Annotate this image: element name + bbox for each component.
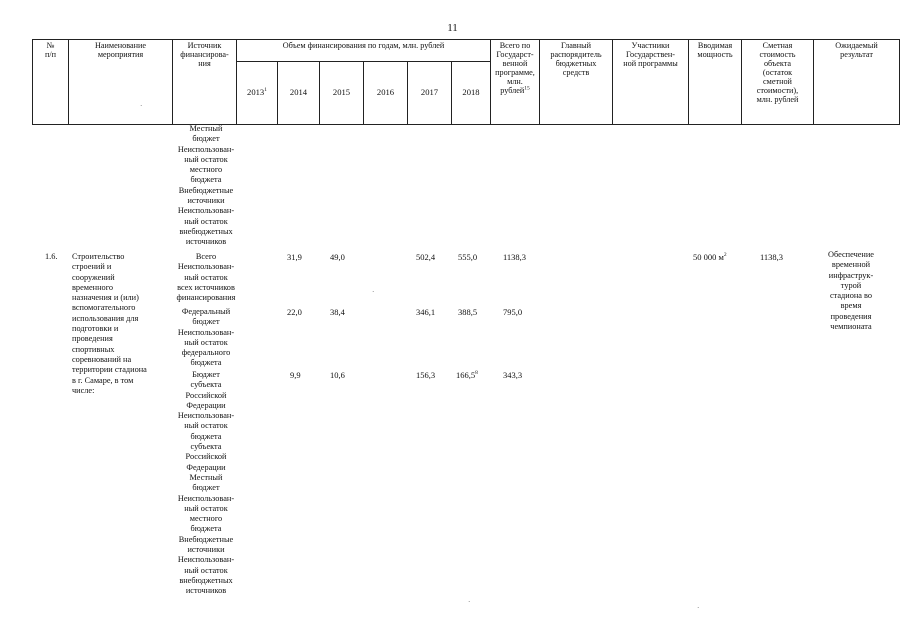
year-2013-note: 1 xyxy=(264,87,267,94)
top-sources: Местный бюджет Неиспользован- ный остаток местного бюджета Внебюджетные источники Неиспользован- ный остаток внебюджетных источников xyxy=(177,124,235,247)
total-2014: 31,9 xyxy=(287,252,302,262)
scan-speck: · xyxy=(140,102,143,110)
total-2017: 502,4 xyxy=(416,252,436,262)
header-year-2017: 2017 xyxy=(408,61,452,124)
federal-2015: 38,4 xyxy=(330,307,345,317)
regional-2017: 156,3 xyxy=(416,370,436,380)
year-2013-label: 2013 xyxy=(247,87,265,98)
header-volume: Объем финансирования по годам, млн. рублей xyxy=(237,40,491,62)
header-estimate: Сметная стоимость объекта (остаток сметной стоимости), млн. рублей xyxy=(742,40,814,125)
total-all: 1138,3 xyxy=(503,252,527,262)
federal-all: 795,0 xyxy=(503,307,523,317)
federal-2018: 388,5 xyxy=(458,307,478,317)
scan-speck: · xyxy=(697,604,700,612)
header-year-2013 xyxy=(237,61,278,124)
sources-total: Всего Неиспользован- ный остаток всех источников финансирования xyxy=(176,252,236,303)
header-year-2016: 2016 xyxy=(364,61,408,124)
item-num: 1.6. xyxy=(45,252,58,261)
item-name: Строительство строений и сооружений временного назначения и (или) вспомогательного использования для подготовки и проведения спортивных соревнований на территории стадиона в г. Самаре, в том числе: xyxy=(72,252,147,395)
header-total-text: Всего по Государст- венной программе, млн. рублей xyxy=(495,41,535,95)
header-num: № п/п xyxy=(33,40,69,125)
header-year-2018: 2018 xyxy=(452,61,491,124)
federal-2017: 346,1 xyxy=(416,307,436,317)
total-2015: 49,0 xyxy=(330,252,345,262)
item-capacity xyxy=(693,252,727,262)
scan-speck: · xyxy=(372,288,375,296)
regional-all: 343,3 xyxy=(503,370,523,380)
total-2018: 555,0 xyxy=(458,252,478,262)
scan-speck: · xyxy=(468,598,471,606)
header-total xyxy=(491,40,540,125)
page-number: 11 xyxy=(447,22,458,34)
item-estimate: 1138,3 xyxy=(760,252,784,262)
regional-2014: 9,9 xyxy=(290,370,301,380)
header-total-note: 15 xyxy=(524,85,530,92)
sources-federal: Федеральный бюджет Неиспользован- ный остаток федерального бюджета xyxy=(177,307,235,368)
regional-2018-note: 8 xyxy=(475,370,478,377)
header-result: Ожидаемый результат xyxy=(814,40,900,125)
regional-2015: 10,6 xyxy=(330,370,345,380)
header-manager: Главный распорядитель бюджетных средств xyxy=(540,40,613,125)
regional-2018-value: 166,5 xyxy=(456,370,476,380)
capacity-value: 50 000 м xyxy=(693,252,724,262)
header-year-2015: 2015 xyxy=(320,61,364,124)
header-participants: Участники Государствен- ной программы xyxy=(613,40,689,125)
table-header xyxy=(32,39,900,125)
header-capacity: Вводимая мощность xyxy=(689,40,742,125)
item-result: Обеспечение временной инфраструк- турой стадиона во время проведения чемпионата xyxy=(827,250,874,332)
regional-2018 xyxy=(456,370,478,380)
sources-regional: Бюджет субъекта Российской Федерации Неиспользован- ный остаток бюджета субъекта Российской Федерации Местный бюджет Неиспользован- ный остаток местного бюджета Внебюджетные источники Неиспользован- ный остаток внебюджетных источников xyxy=(177,370,235,596)
federal-2014: 22,0 xyxy=(287,307,302,317)
header-year-2014: 2014 xyxy=(278,61,320,124)
header-source: Источник финансирова- ния xyxy=(173,40,237,125)
header-name: Наименование мероприятия xyxy=(69,40,173,125)
capacity-unit-sup: 2 xyxy=(723,252,727,259)
